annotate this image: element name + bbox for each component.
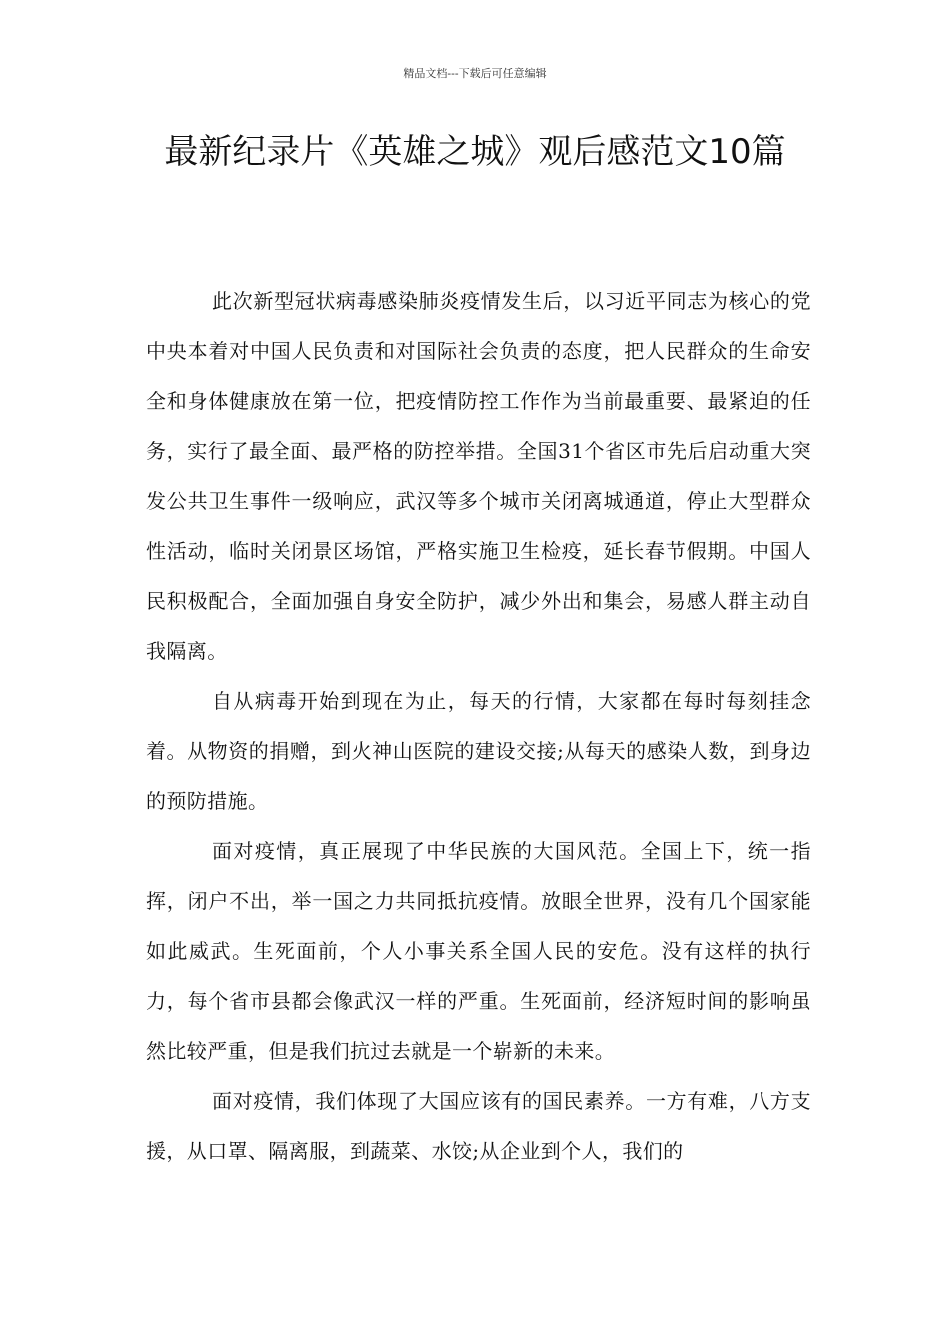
document-title: 最新纪录片《英雄之城》观后感范文10篇 [164, 132, 786, 172]
paragraph-4: 面对疫情，我们体现了大国应该有的国民素养。一方有难，八方支援，从口罩、隔离服，到蔬菜、水饺;从企业到个人，我们的 [146, 1089, 811, 1163]
paragraph-3: 面对疫情，真正展现了中华民族的大国风范。全国上下，统一指挥，闭户不出，举一国之力共同抵抗疫情。放眼全世界，没有几个国家能如此威武。生死面前，个人小事关系全国人民的安危。没有这样的执行力，每个省市县都会像武汉一样的严重。生死面前，经济短时间的影响虽然比较严重，但是我们抗过去就是一个崭新的未来。 [146, 839, 811, 1063]
document-body [146, 276, 811, 1176]
paragraph-1: 此次新型冠状病毒感染肺炎疫情发生后，以习近平同志为核心的党中央本着对中国人民负责和对国际社会负责的态度，把人民群众的生命安全和身体健康放在第一位，把疫情防控工作作为当前最重要、最紧迫的任务，实行了最全面、最严格的防控举措。全国31个省区市先后启动重大突发公共卫生事件一级响应，武汉等多个城市关闭离城通道，停止大型群众性活动，临时关闭景区场馆，严格实施卫生检疫，延长春节假期。中国人民积极配合，全面加强自身安全防护，减少外出和集会，易感人群主动自我隔离。 [146, 289, 811, 663]
header-note: 精品文档---下载后可任意编辑 [403, 67, 547, 80]
paragraph-2: 自从病毒开始到现在为止，每天的行情，大家都在每时每刻挂念着。从物资的捐赠，到火神山医院的建设交接;从每天的感染人数，到身边的预防措施。 [146, 689, 811, 813]
